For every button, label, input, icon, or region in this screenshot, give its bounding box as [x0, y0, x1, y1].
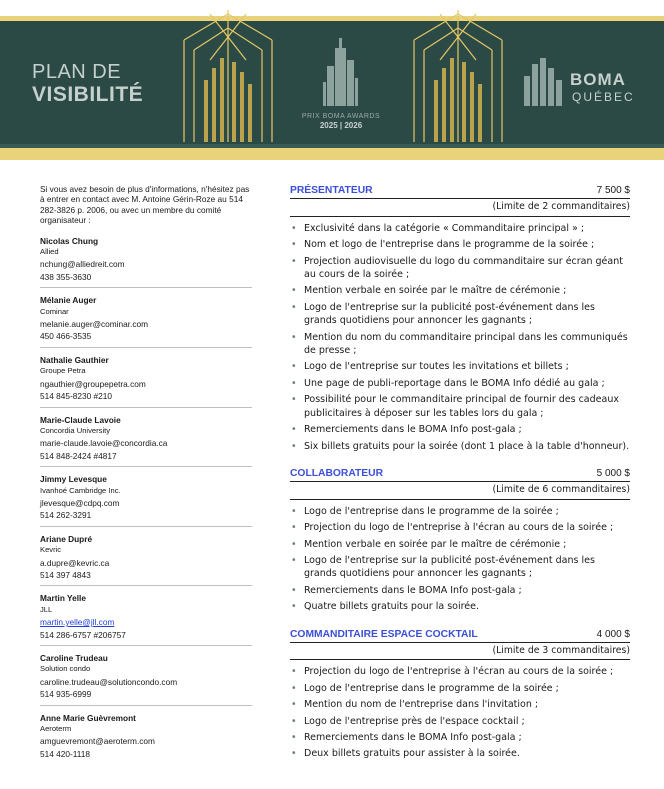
- contact-card: [40, 415, 252, 468]
- contact-phone: 514 286-6757 #206757: [40, 629, 126, 640]
- list-item: • Six billets gratuits pour la soirée (dont 1 place à la table d'honneur).: [290, 440, 630, 453]
- tier-title: PRÉSENTATEUR: [290, 185, 373, 196]
- list-item: • Projection du logo de l'entreprise à l'écran au cours de la soirée ;: [290, 521, 630, 534]
- banner-gold-band-bottom: [0, 148, 664, 160]
- list-item: • Remerciements dans le BOMA Info post-gala ;: [290, 423, 630, 436]
- contact-org: Cominar: [40, 306, 69, 316]
- list-item: • Nom et logo de l'entreprise dans le programme de la soirée ;: [290, 238, 630, 251]
- art-deco-ornament-left-icon: [182, 10, 274, 142]
- tier-presentateur: [290, 184, 630, 453]
- contact-intro: Si vous avez besoin de plus d'informations, n'hésitez pas à entrer en contact avec M. Antoine Gérin-Roze au 514 282-3826 p. 2006, ou avec un membre du comité organisateur :: [40, 184, 250, 226]
- tier-header: [290, 184, 630, 199]
- list-item: • Possibilité pour le commanditaire principal de fournir des cadeaux publicitaires à déposer sur les tables lors du gala ;: [290, 393, 630, 420]
- contact-phone: 450 466-3535: [40, 331, 92, 342]
- contact-org: Aeroterm: [40, 724, 72, 734]
- boma-brand-name: BOMA: [570, 70, 626, 89]
- contact-name: Caroline Trudeau: [40, 653, 108, 663]
- contact-card: [40, 295, 252, 348]
- contact-org: Concordia University: [40, 425, 111, 435]
- award-years: 2025 | 2026: [319, 121, 363, 130]
- contact-email: a.dupre@kevric.ca: [40, 557, 110, 568]
- contact-card: [40, 653, 252, 706]
- contact-name: Martin Yelle: [40, 593, 86, 604]
- contact-name: Nicolas Chung: [40, 235, 99, 246]
- contact-name: Marie-Claude Lavoie: [40, 414, 121, 425]
- tier-benefits-list: [290, 665, 630, 760]
- contact-card: [40, 593, 252, 646]
- sponsorship-column: [290, 184, 630, 775]
- list-item: • Logo de l'entreprise sur la publicité post-événement dans les grands quotidiens pour annoncer les gagnants ;: [290, 301, 630, 328]
- contact-card: [40, 534, 252, 587]
- contact-name: Jimmy Levesque: [40, 474, 107, 485]
- plan-title-line2: VISIBILITÉ: [32, 83, 144, 106]
- contact-email: ngauthier@groupepetra.com: [40, 378, 146, 389]
- contact-org: Solution condo: [40, 664, 91, 674]
- banner-white-strip: [0, 0, 664, 16]
- list-item: • Exclusivité dans la catégorie « Commanditaire principal » ;: [290, 222, 630, 235]
- contact-name: Nathalie Gauthier: [40, 354, 109, 365]
- tier-collaborateur: [290, 467, 630, 614]
- contact-phone: 514 845-8230 #210: [40, 391, 112, 402]
- contact-org: Allied: [40, 247, 59, 257]
- list-item: • Remerciements dans le BOMA Info post-gala ;: [290, 731, 630, 744]
- header-banner: [0, 0, 664, 160]
- tier-title: COMMANDITAIRE ESPACE COCKTAIL: [290, 628, 478, 640]
- list-item: • Mention verbale en soirée par le maître de cérémonie ;: [290, 538, 630, 551]
- list-item: • Deux billets gratuits pour assister à la soirée.: [290, 747, 630, 760]
- list-item: • Logo de l'entreprise sur la publicité post-événement dans les grands quotidiens pour annoncer les gagnants ;: [290, 554, 630, 581]
- contact-name: Anne Marie Guèvremont: [40, 712, 136, 723]
- list-item: • Projection du logo de l'entreprise à l'écran au cours de la soirée ;: [290, 665, 630, 678]
- contact-phone: 514 935-6999: [40, 689, 92, 700]
- contact-org: Kevric: [40, 545, 62, 555]
- contact-name: Mélanie Auger: [40, 295, 97, 306]
- list-item: • Mention verbale en soirée par le maître de cérémonie ;: [290, 284, 630, 297]
- list-item: • Projection audiovisuelle du logo du commanditaire sur écran géant au cours de la soirée ;: [290, 255, 630, 282]
- list-item: • Remerciements dans le BOMA Info post-gala ;: [290, 584, 630, 597]
- tier-header: [290, 467, 630, 482]
- contact-org: Groupe Petra: [40, 366, 86, 376]
- boma-quebec-logo: [522, 58, 635, 111]
- contact-org: JLL: [40, 604, 53, 614]
- contact-email: marie-claude.lavoie@concordia.ca: [40, 438, 168, 449]
- tier-title: COLLABORATEUR: [290, 467, 384, 479]
- contact-org: Ivanhoé Cambridge Inc.: [40, 485, 121, 495]
- award-logo: [296, 38, 386, 130]
- contact-phone: 438 355-3630: [40, 271, 92, 282]
- tier-benefits-list: [290, 222, 630, 453]
- tier-price: 7 500 $: [596, 185, 630, 196]
- list-item: • Logo de l'entreprise près de l'espace cocktail ;: [290, 715, 630, 728]
- tier-limit: (Limite de 3 commanditaires): [290, 643, 630, 660]
- contact-email: caroline.trudeau@solutioncondo.com: [40, 676, 178, 687]
- award-caption: PRIX BOMA AWARDS: [301, 113, 381, 120]
- contact-email: jlevesque@cdpq.com: [40, 497, 120, 508]
- contact-phone: 514 397 4843: [40, 569, 91, 580]
- list-item: • Mention du nom du commanditaire principal dans les communiqués de presse ;: [290, 331, 630, 358]
- tier-commanditaire-espace-cocktail: [290, 628, 630, 761]
- tier-limit: (Limite de 2 commanditaires): [290, 199, 630, 216]
- list-item: • Logo de l'entreprise dans le programme de la soirée ;: [290, 505, 630, 518]
- plan-title: [32, 62, 143, 105]
- skyscraper-icon: [321, 38, 361, 106]
- tier-price: 4 000 $: [596, 628, 630, 640]
- contact-name: Ariane Dupré: [40, 533, 93, 544]
- tier-price: 5 000 $: [596, 467, 630, 479]
- boma-building-icon: [522, 58, 566, 106]
- list-item: • Quatre billets gratuits pour la soirée.: [290, 600, 630, 613]
- contact-phone: 514 262-3291: [40, 510, 92, 521]
- contact-card: [40, 713, 252, 765]
- contact-card: [40, 236, 252, 289]
- contact-column: [40, 184, 252, 771]
- list-item: • Logo de l'entreprise sur toutes les invitations et billets ;: [290, 360, 630, 373]
- contact-email-link[interactable]: martin.yelle@jll.com: [40, 617, 115, 628]
- list-item: • Une page de publi-reportage dans le BOMA Info dédié au gala ;: [290, 377, 630, 390]
- boma-brand-region: QUÉBEC: [572, 90, 635, 104]
- tier-benefits-list: [290, 505, 630, 614]
- contact-card: [40, 474, 252, 527]
- contact-phone: 514 420-1118: [40, 748, 90, 759]
- banner-gold-band-top: [0, 16, 664, 21]
- contact-email: nchung@alliedreit.com: [40, 259, 125, 270]
- tier-limit: (Limite de 6 commanditaires): [290, 482, 630, 499]
- contact-card: [40, 355, 252, 408]
- contact-email: amguevremont@aeroterm.com: [40, 736, 155, 747]
- tier-header: [290, 628, 630, 643]
- art-deco-ornament-right-icon: [412, 10, 504, 142]
- list-item: • Logo de l'entreprise dans le programme de la soirée ;: [290, 682, 630, 695]
- list-item: • Mention du nom de l'entreprise dans l'invitation ;: [290, 698, 630, 711]
- plan-title-line1: PLAN DE: [32, 61, 122, 83]
- contact-phone: 514 848-2424 #4817: [40, 450, 117, 461]
- contact-email: melanie.auger@cominar.com: [40, 319, 149, 330]
